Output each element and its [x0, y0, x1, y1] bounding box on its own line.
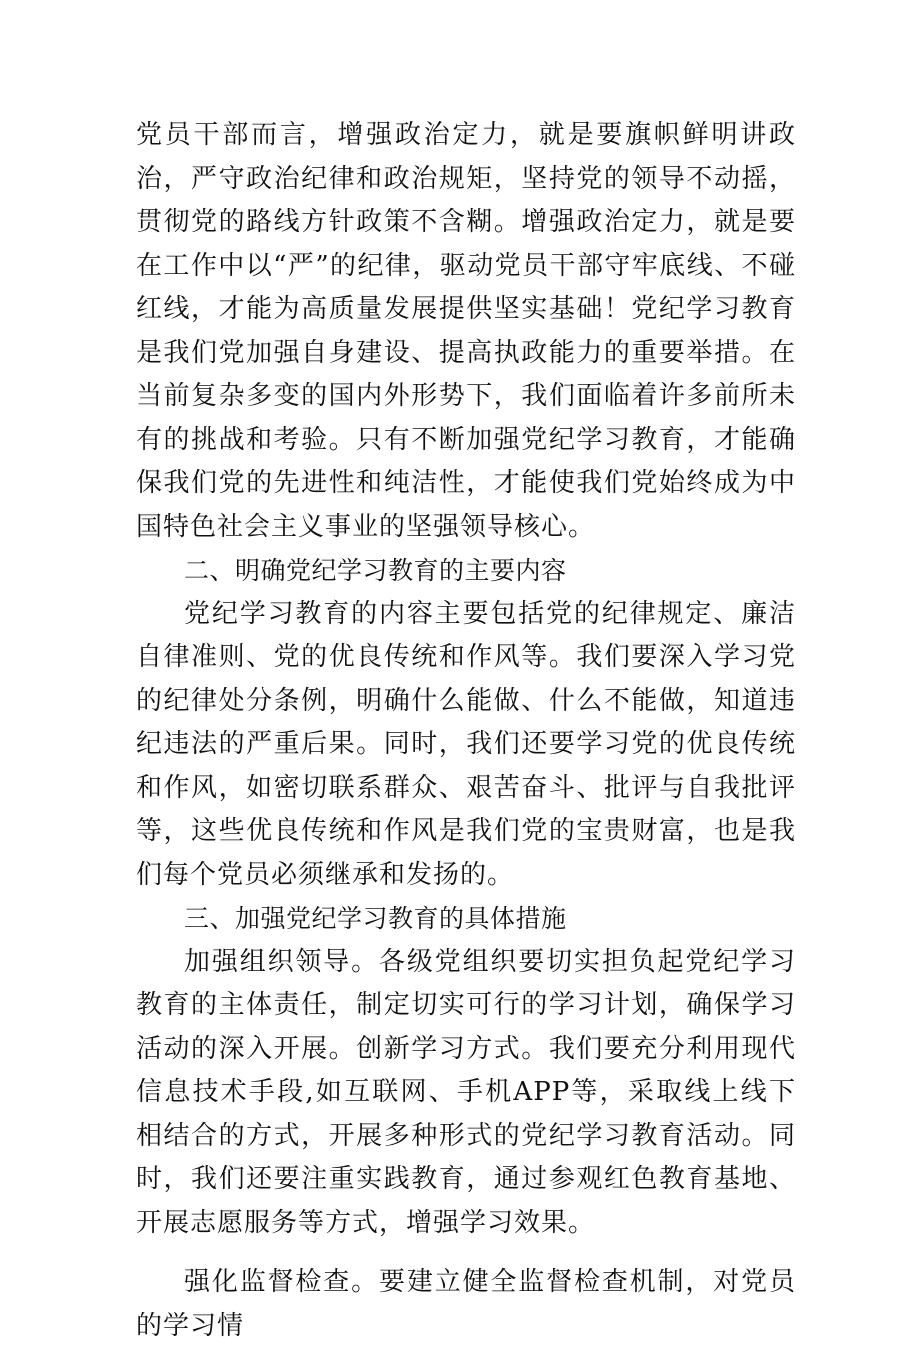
section-heading-3: 三、加强党纪学习教育的具体措施 — [184, 904, 567, 933]
body-paragraph-1: 党员干部而言，增强政治定力，就是要旗帜鲜明讲政治，严守政治纪律和政治规矩，坚持党的领导不动摇，贯彻党的路线方针政策不含糊。增强政治定力，就是要在工作中以“严”的纪律，驱动党员干部守牢底线、不碰红线，才能为高质量发展提供坚实基础！党纪学习教育是我们党加强自身建设、提高执政能力的重要举措。在当前复杂多变的国内外形势下，我们面临着许多前所未有的挑战和考验。只有不断加强党纪学习教育，才能确保我们党的先进性和纯洁性，才能使我们党始终成为中国特色社会主义事业的坚强领导核心。 — [136, 120, 796, 542]
section-heading-2: 二、明确党纪学习教育的主要内容 — [184, 556, 567, 585]
body-paragraph-4: 强化监督检查。要建立健全监督检查机制，对党员的学习情 — [136, 1267, 796, 1341]
body-paragraph-2: 党纪学习教育的内容主要包括党的纪律规定、廉洁自律准则、党的优良传统和作风等。我们要深入学习党的纪律处分条例，明确什么能做、什么不能做，知道违纪违法的严重后果。同时，我们还要学习党的优良传统和作风，如密切联系群众、艰苦奋斗、批评与自我批评等，这些优良传统和作风是我们党的宝贵财富，也是我们每个党员必须继承和发扬的。 — [136, 598, 796, 890]
paragraph-spacer — [136, 1245, 796, 1261]
body-paragraph-3: 加强组织领导。各级党组织要切实担负起党纪学习教育的主体责任，制定切实可行的学习计划，确保学习活动的深入开展。创新学习方式。我们要充分利用现代信息技术手段,如互联网、手机APP等，采取线上线下相结合的方式，开展多种形式的党纪学习教育活动。同时，我们还要注重实践教育，通过参观红色教育基地、开展志愿服务等方式，增强学习效果。 — [136, 946, 796, 1238]
